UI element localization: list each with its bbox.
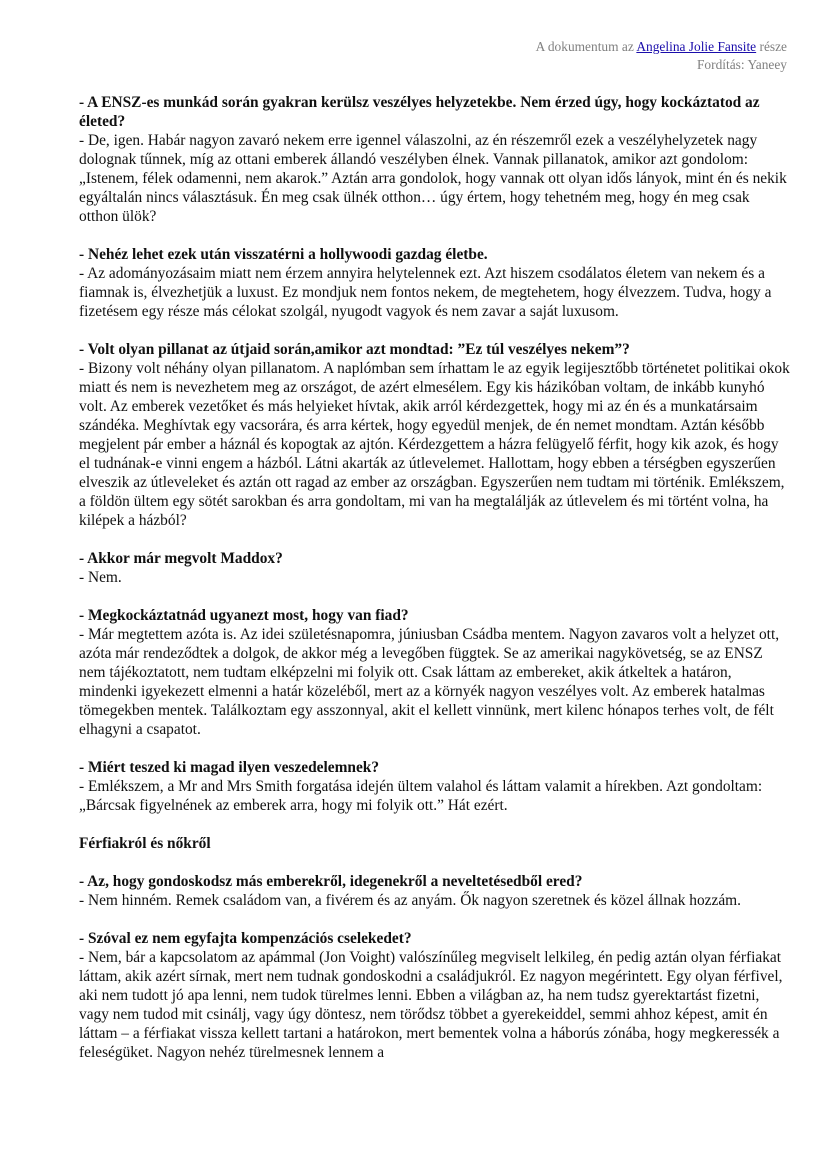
qa-block [79, 245, 791, 321]
answer: - Emlékszem, a Mr and Mrs Smith forgatása idején ültem valahol és láttam valamit a hírekben. Azt gondoltam: „Bárcsak figyelnének az emberek arra, hogy mi folyik ott.” Hát ezért. [79, 778, 763, 814]
interview-content [79, 93, 791, 1081]
document-header [287, 38, 787, 74]
qa-block [79, 872, 791, 910]
question: - A ENSZ-es munkád során gyakran kerülsz veszélyes helyzetekbe. Nem érzed úgy, hogy kockáztatod az életed? [79, 94, 760, 130]
question: - Megkockáztatnád ugyanezt most, hogy van fiad? [79, 607, 409, 624]
answer: - De, igen. Habár nagyon zavaró nekem erre igennel válaszolni, az én részemről ezek a veszélyhelyzetek nagy dolognak tűnnek, míg az ottani emberek állandó veszélyben élnek. Vannak pillanatok, amikor azt gondolom: „Istenem, félek odamenni, nem akarok.” Aztán arra gondolok, hogy vannak ott olyan idős lányok, mint én és nekik egyáltalán nincs választásuk. Én meg csak ülnék otthon… úgy értem, hogy tehetném meg, hogy én meg csak otthon ülök? [79, 132, 787, 225]
answer: - Az adományozásaim miatt nem érzem annyira helytelennek ezt. Azt hiszem csodálatos életem van nekem és a fiamnak is, élvezhetjük a luxust. Ez mondjuk nem fontos nekem, de megtehetem, hogy élvezzem. Tudva, hogy a fizetésem egy része más célokat szolgál, nyugodt vagyok és nem zavar a saját luxusom. [79, 265, 772, 320]
source-suffix: része [756, 39, 787, 54]
question: - Akkor már megvolt Maddox? [79, 550, 283, 567]
qa-block [79, 606, 791, 739]
qa-block [79, 549, 791, 587]
question: - Miért teszed ki magad ilyen veszedelemnek? [79, 759, 380, 776]
source-line [287, 38, 787, 56]
qa-block [79, 758, 791, 815]
question: - Nehéz lehet ezek után visszatérni a hollywoodi gazdag életbe. [79, 246, 488, 263]
answer: - Nem hinném. Remek családom van, a fivérem és az anyám. Ők nagyon szeretnek és közel állnak hozzám. [79, 892, 741, 909]
qa-block [79, 929, 791, 1062]
source-prefix: A dokumentum az [535, 39, 637, 54]
section-heading: Férfiakról és nőkről [79, 835, 211, 852]
answer: - Bizony volt néhány olyan pillanatom. A naplómban sem írhattam le az egyik legijesztőbb történetet politikai okok miatt és nem is nevezhetem meg az országot, de azért elmesélem. Egy kis házikóban voltam, de inkább kunyhó volt. Az emberek vezetőket és más helyieket hívtak, akik arról kérdezgettek, hogy mi az én és a munkatársaim szándéka. Meghívtak egy vacsorára, és arra kértek, hogy egyedül menjek, de én nemet mondtam. Aztán később megjelent pár ember a háznál és kopogtak az ajtón. Kérdezgettem a házra felügyelő férfit, hogy kik azok, és hogy el tudnának-e vinni engem a házból. Látni akarták az útlevelemet. Hallottam, hogy ebben a térségben egyszerűen elveszik az útleveleket és aztán ott ragad az ember az országban. Egyszerűen nem tudtam mi történik. Emlékszem, a földön ültem egy sötét sarokban és arra gondoltam, mi van ha megtalálják az útlevelem és mi történt volna, ha kilépek a házból? [79, 360, 790, 529]
question: - Volt olyan pillanat az útjaid során,amikor azt mondtad: ”Ez túl veszélyes nekem”? [79, 341, 630, 358]
answer: - Már megtettem azóta is. Az idei születésnapomra, júniusban Csádba mentem. Nagyon zavaros volt a helyzet ott, azóta már rendeződtek a dolgok, de akkor még a levegőben függtek. Se az amerikai nagykövetség, se az ENSZ nem tájékoztatott, nem tudtam elképzelni mi folyik ott. Csak láttam az embereket, akik átkeltek a határon, mindenki igyekezett elmenni a határ közeléből, mert az a környék nagyon veszélyes volt. Az emberek hatalmas tömegekben mentek. Találkoztam egy asszonnyal, akit el kellett vinnünk, mert kilenc hónapos terhes volt, de félt elhagyni a csapatot. [79, 626, 780, 738]
answer: - Nem. [79, 569, 122, 586]
question: - Az, hogy gondoskodsz más emberekről, idegenekről a neveltetésedből ered? [79, 873, 583, 890]
translator-line: Fordítás: Yaneey [696, 57, 787, 72]
qa-block [79, 93, 791, 226]
answer: - Nem, bár a kapcsolatom az apámmal (Jon Voight) valószínűleg megviselt lelkileg, én pedig aztán olyan férfiakat láttam, akik azért sírnak, mert nem tudnak gondoskodni a családjukról. Ez nagyon megérintett. Egy olyan férfivel, aki nem tudott jó apa lenni, nem tudok türelmes lenni. Ebben a világban az, ha nem tudsz gyerektartást fizetni, vagy nem tudod mit csinálj, vagy úgy döntesz, nem törődsz többet a gyerekeiddel, semmi ahhoz képest, amit én láttam – a férfiakat vissza kellett tartani a határokon, mert bementek volna a háborús zónába, hogy megkeressék a feleségüket. Nagyon nehéz türelmesnek lennem a [79, 949, 783, 1061]
fansite-link[interactable]: Angelina Jolie Fansite [636, 39, 757, 54]
qa-block [79, 340, 791, 530]
question: - Szóval ez nem egyfajta kompenzációs cselekedet? [79, 930, 412, 947]
